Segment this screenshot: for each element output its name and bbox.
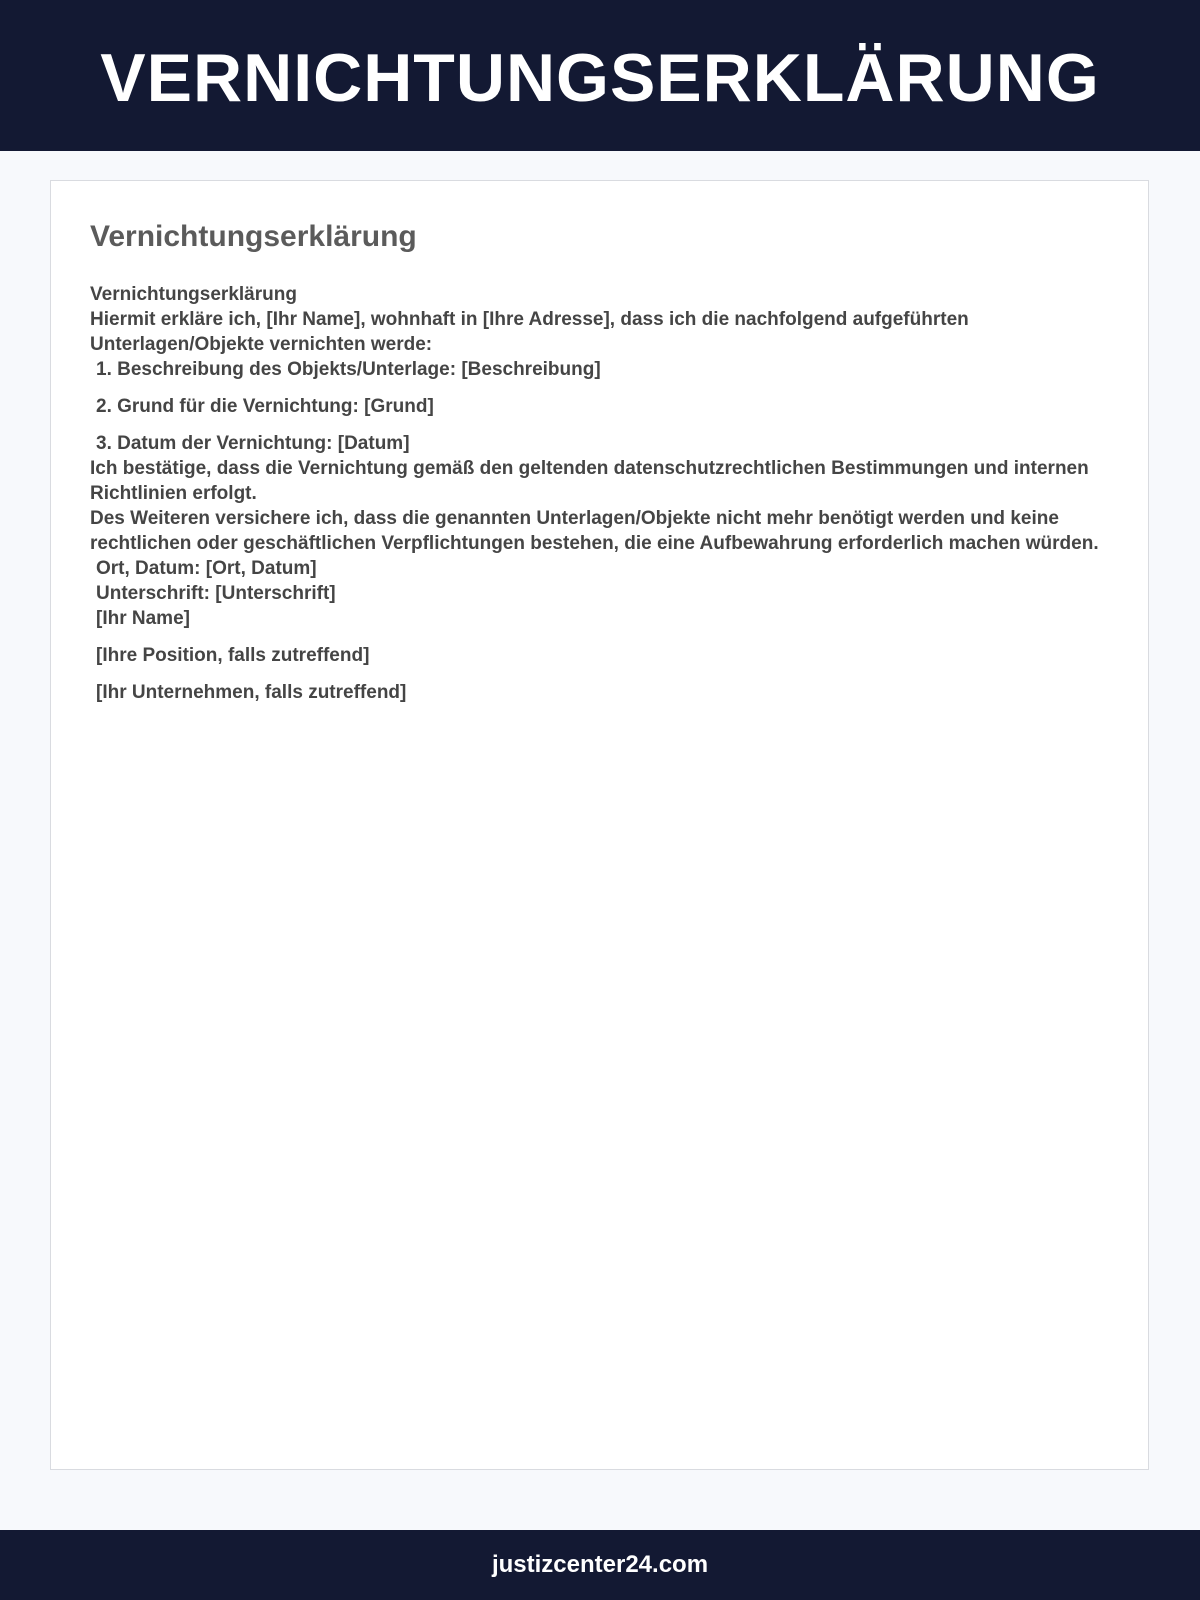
position-line: [Ihre Position, falls zutreffend] [96,645,370,666]
footer-site-name: justizcenter24.com [491,1551,709,1578]
intro-paragraph: Hiermit erkläre ich, [Ihr Name], wohnhaft in [Ihre Adresse], dass ich die nachfolgend aufgeführten Unterlagen/Objekte vernichten werde: [90,309,969,355]
document-title: Vernichtungserklärung [90,220,417,253]
document-card [50,180,1149,1470]
company-line: [Ihr Unternehmen, falls zutreffend] [96,682,407,703]
confirmation-paragraph: Ich bestätige, dass die Vernichtung gemäß den geltenden datenschutzrechtlichen Bestimmungen und internen Richtlinien erfolgt. [90,458,1089,504]
list-item-description: 1. Beschreibung des Objekts/Unterlage: [Beschreibung] [96,359,601,380]
header-title: VERNICHTUNGSERKLÄRUNG [100,39,1100,116]
assurance-paragraph: Des Weiteren versichere ich, dass die genannten Unterlagen/Objekte nicht mehr benötigt werden und keine rechtlichen oder geschäftlichen Verpflichtungen bestehen, die eine Aufbewahrung erforderlich machen würden. [90,508,1099,554]
list-item-date: 3. Datum der Vernichtung: [Datum] [96,433,410,454]
document-subtitle: Vernichtungserklärung [90,284,297,305]
name-line: [Ihr Name] [96,608,190,629]
header-banner [0,0,1200,151]
footer-banner [0,1530,1200,1600]
list-item-reason: 2. Grund für die Vernichtung: [Grund] [96,396,434,417]
document-content [90,217,1110,705]
signature-line: Unterschrift: [Unterschrift] [96,583,336,604]
place-date-line: Ort, Datum: [Ort, Datum] [96,558,317,579]
